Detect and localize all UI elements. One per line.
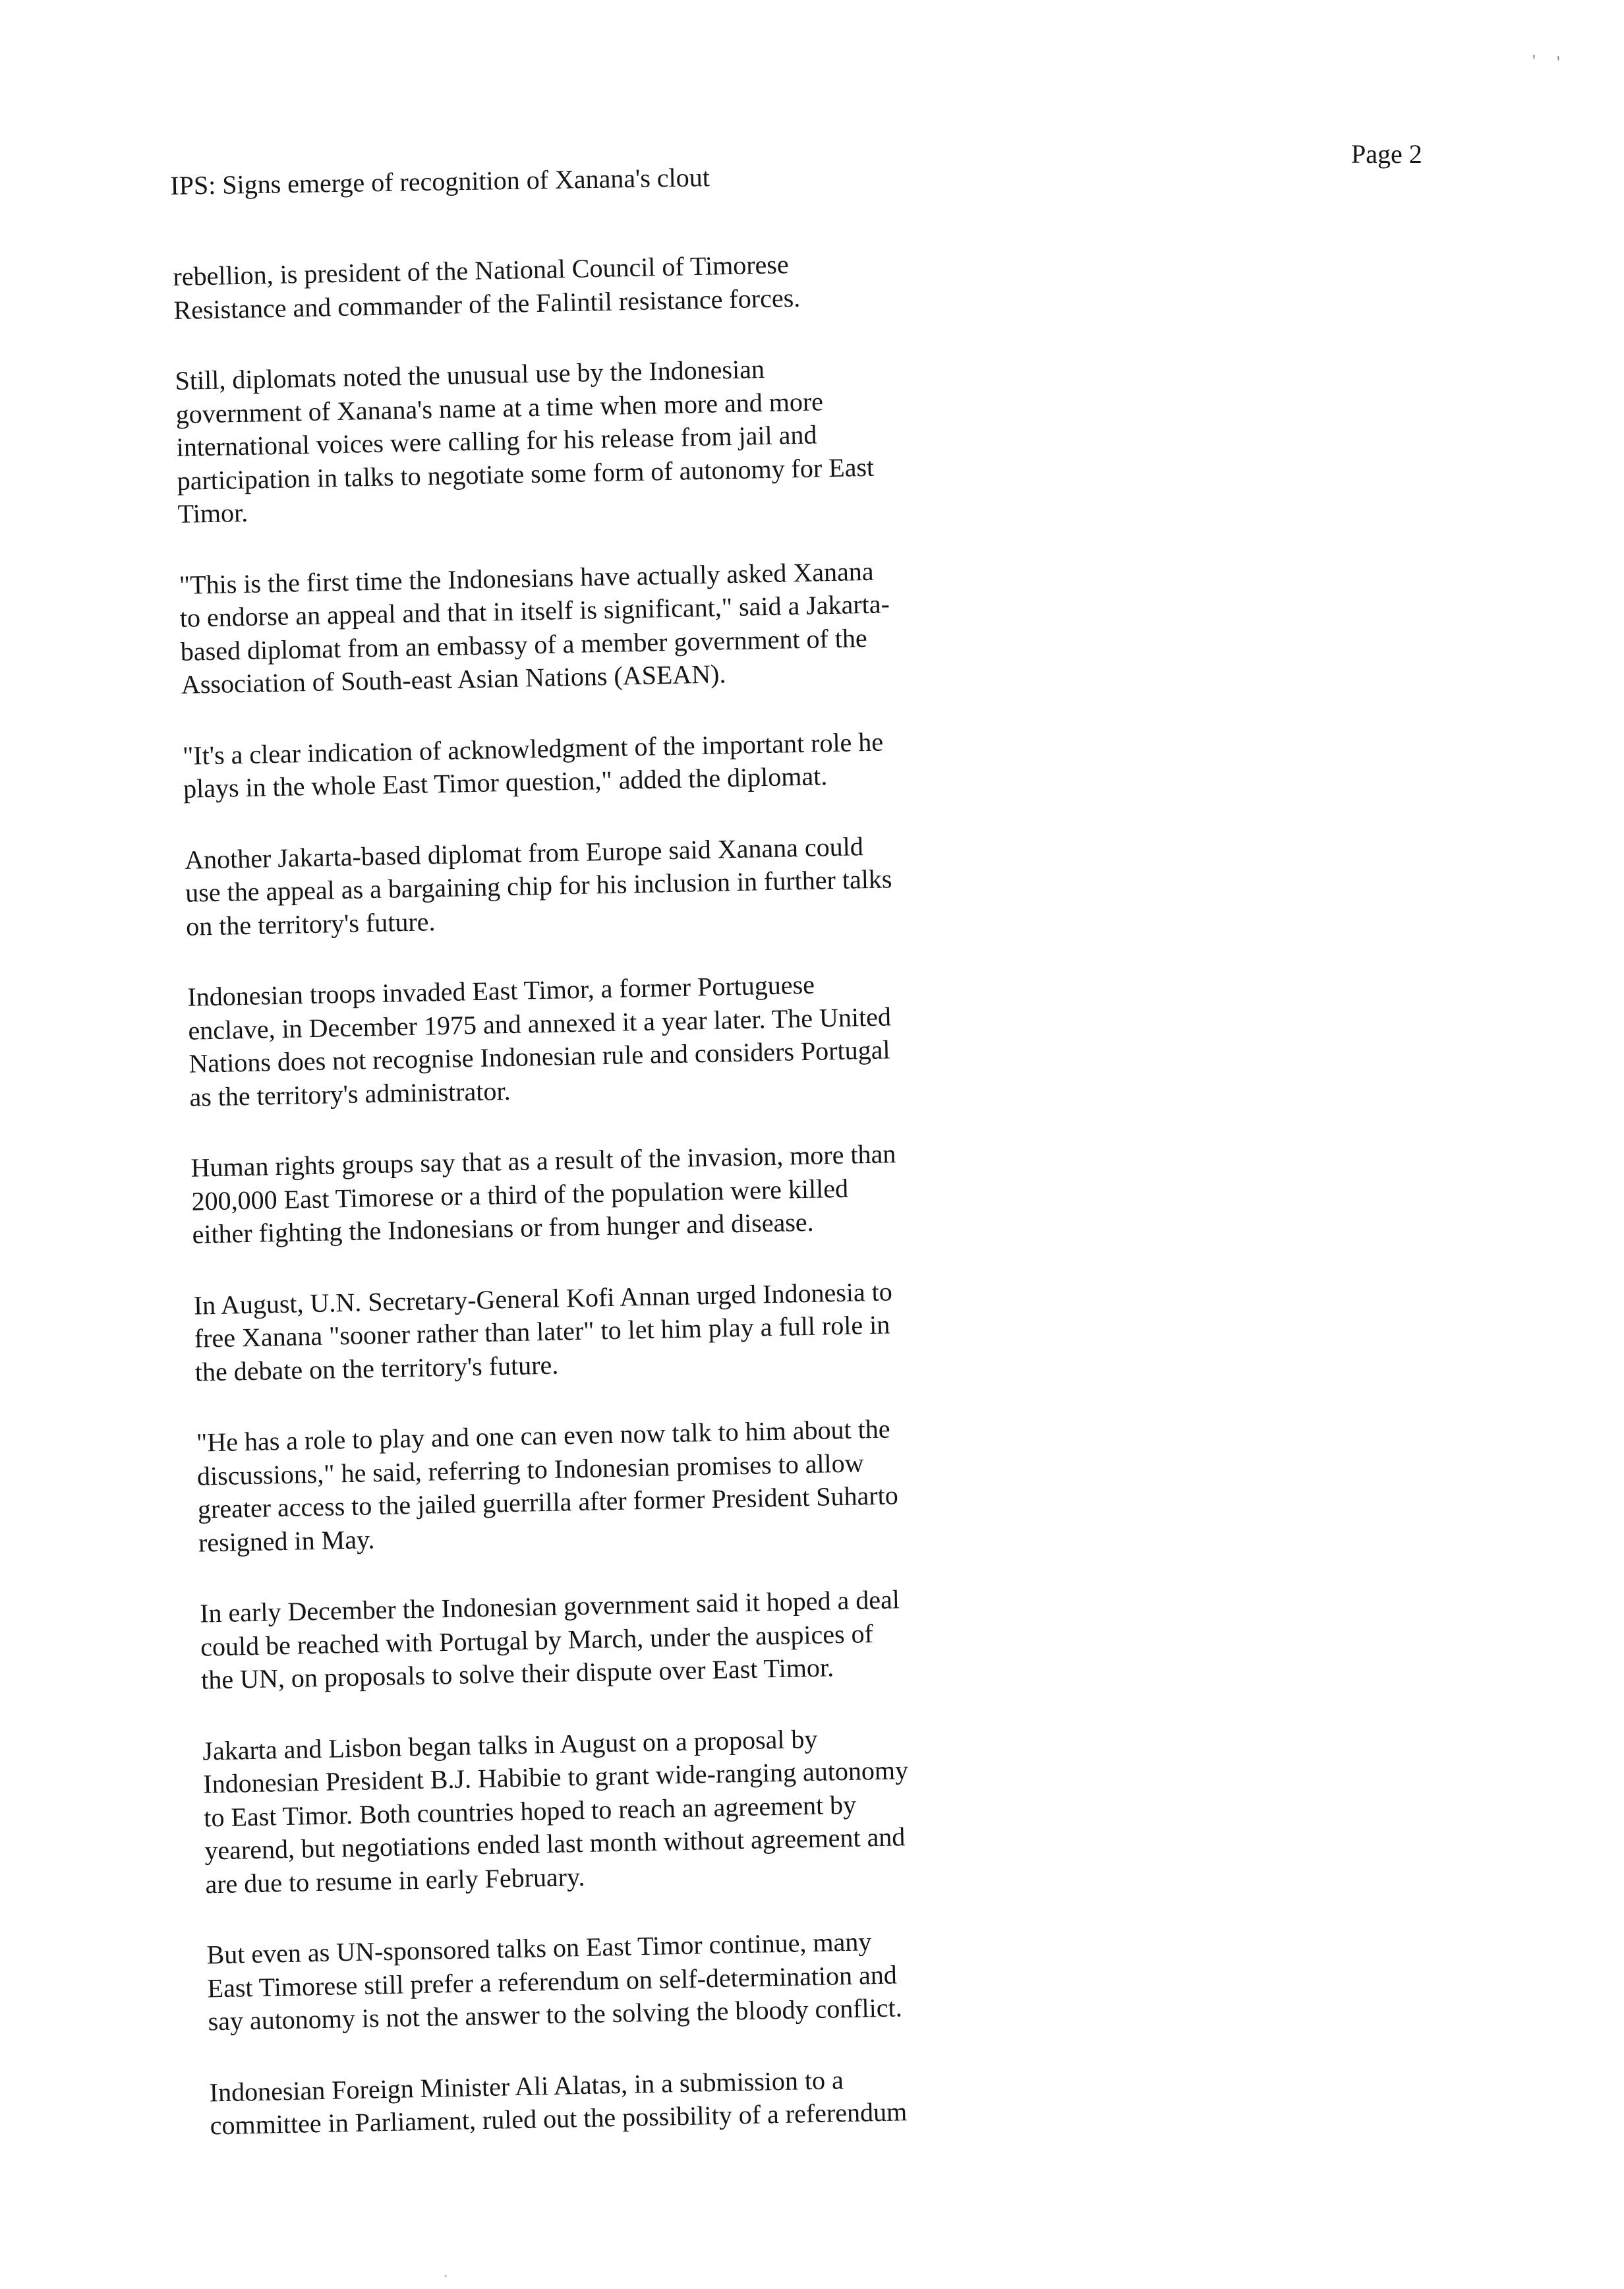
- paragraph: "He has a role to play and one can even now talk to him about the discussions," he said, referring to Indonesian promises to allow greater access to the jailed guerrilla after former President Suharto resigned in May.: [196, 1413, 899, 1558]
- paragraph: Indonesian troops invaded East Timor, a former Portuguese enclave, in December 1975 and annexed it a year later. The United Nations does not recognise Indonesian rule and considers Portugal as the territory's administrator.: [187, 969, 892, 1112]
- paragraph: In early December the Indonesian government said it hoped a deal could be reached with Portugal by March, under the auspices of the UN, on proposals to solve their dispute over East Timor.: [199, 1584, 900, 1695]
- paragraph: "It's a clear indication of acknowledgment of the important role he plays in the whole East Timor question," added the diplomat.: [182, 727, 884, 804]
- scan-artifact-mark: ': [1557, 53, 1560, 72]
- paragraph: Human rights groups say that as a result of the invasion, more than 200,000 East Timorese or a third of the population were killed either fighting the Indonesians or from hunger and disease.: [190, 1139, 896, 1249]
- paragraph: In August, U.N. Secretary-General Kofi Annan urged Indonesia to free Xanana "sooner rather than later" to let him play a full role in the debate on the territory's future.: [193, 1276, 893, 1387]
- paragraph: Jakarta and Lisbon began talks in August on a proposal by Indonesian President B.J. Habibie to grant wide-ranging autonomy to East Timor. Both countries hoped to reach an agreement by yearend, but negotiations ended last month without agreement and are due to resume in early February.: [202, 1723, 909, 1899]
- paragraph: But even as UN-sponsored talks on East Timor continue, many East Timorese still prefer a referendum on self-determination and say autonomy is not the answer to the solving the bloody conflict.: [206, 1926, 903, 2036]
- page-number: Page 2: [1351, 139, 1422, 169]
- paragraph: Indonesian Foreign Minister Ali Alatas, in a submission to a committee in Parliament, ruled out the possibility of a referendum: [209, 2064, 908, 2141]
- paragraph: "This is the first time the Indonesians have actually asked Xanana to endorse an appeal and that in itself is significant," said a Jakarta- based diplomat from an embassy of a member government of the Association of South-east Asian Nations (ASEAN).: [179, 556, 890, 699]
- paragraph: rebellion, is president of the National Council of Timorese Resistance and commander of the Falintil resistance forces.: [173, 249, 801, 325]
- article-body: [173, 244, 1028, 2180]
- document-title: IPS: Signs emerge of recognition of Xanana's clout: [170, 162, 710, 200]
- paragraph: Another Jakarta-based diplomat from Europe said Xanana could use the appeal as a bargaining chip for his inclusion in further talks on the territory's future.: [184, 831, 892, 941]
- scan-artifact-speck: ·: [443, 2267, 449, 2286]
- paragraph: Still, diplomats noted the unusual use by the Indonesian government of Xanana's name at a time when more and more international voices were calling for his release from jail and participation in talks to negotiate some form of autonomy for East Timor.: [175, 354, 875, 529]
- scan-artifact-mark: ': [1532, 51, 1536, 71]
